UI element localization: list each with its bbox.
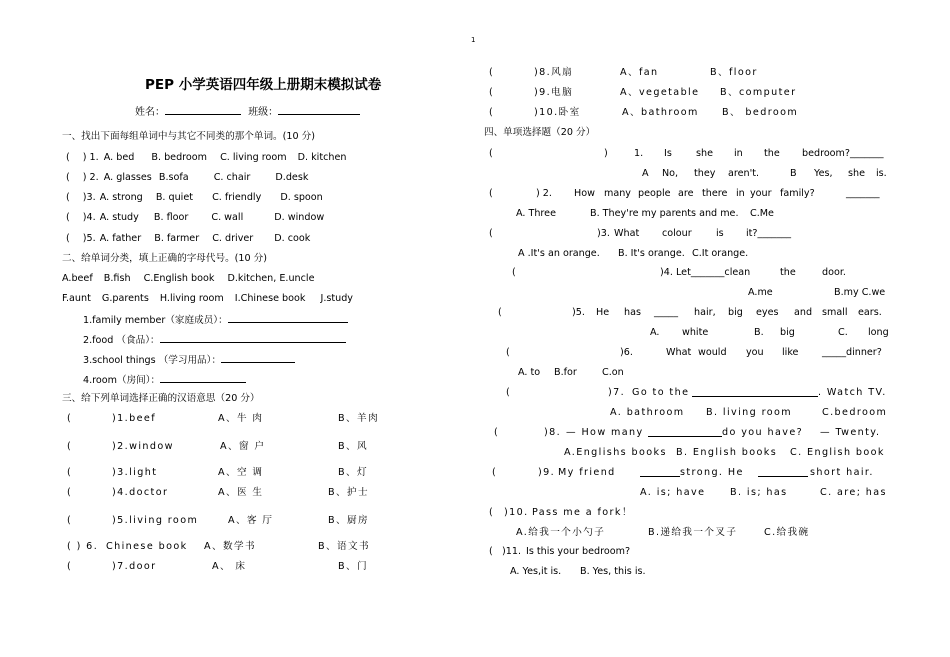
exam-title: PEP 小学英语四年级上册期末模拟试卷: [145, 77, 382, 93]
section-4-heading: 四、单项选择题（20 分）: [484, 127, 596, 138]
class-blank[interactable]: [278, 105, 360, 115]
name-label: 姓名：: [135, 107, 165, 118]
q9-blank-2[interactable]: [758, 467, 808, 477]
q9-blank-1[interactable]: [640, 467, 680, 477]
s1-item-5: ( )5. A. father B. farmer C. driver D. cook: [66, 233, 311, 244]
s2-category-1: 1.family member（家庭成员）：: [83, 313, 348, 327]
s2-category-2: 2.food （食品）：: [83, 333, 346, 347]
exam-page: 1 PEP 小学英语四年级上册期末模拟试卷 姓名： 班级： 一、找出下面每组单词中与其它不同类的那个单词。(10 分) ( ) 1. A. bed B. bedroom C. living room D. kitchen ( ) 2. A. glasses B.sofa C. chair D.desk ( )3. A. strong B. quiet C. friendly D. spoon ( )4. A. study B. floor C. wall D. window ( )5. A. father B. farmer C. driver D. cook 二、给单词分类，填上正确的字母代号。(10 分) A.beef B.fish C.English book D.kitchen, E.uncle F.aunt G.parents H.living room I.Chinese book J.study 1.family member（家庭成员）： 2.food （食品）： 3.school things （学习用品）： 4.room（房间）： 三、给下列单词选择正确的汉语意思（20 分） ( )1.beef A、牛 肉 B、羊肉 ( )2.window A、窗 户 B、风 ( )3.light A、空 调 B、灯 ( )4.doctor A、医 生 B、护士 ( )5.living room A、客 厅 B、厨房 ( ) 6. Chinese book A、数学书 B、语文书 ( )7.door A、 床 B、门 ( )8.风扇 A、fan B、floor ( )9.电脑 A、vegetable B、computer ( )10.卧室 A、bathroom B、 bedroom 四、单项选择题（20 分） ( ) 1. Is she in the bedroom?_______ A No, they aren't. B Yes, she is. ( ) 2. How many people are there in your family? _______ A. Three B. They're my parents and me. C.Me ( )3. What colour is it?_______ A .It's an orange. B. It's orange. C.It orange. ( )4. Let_______clean the door. A.me B.my C.we ( )5. He has _____ hair, big eyes and small ears. A. white B. big C. long ( )6. What would you like _____dinner? A. to B.for C.on ( )7. Go to the . Watch TV. A. bathroom B. living room C.bedroom ( )8. — How many do you have? — Twenty. A.Englishs books B. English books C. English book ( )9. My friend strong. He short hair. A. is; have B. is; has C. are; has ( )10. Pass me a fork！ A.给我一个小勺子 B.递给我一个叉子 C.给我碗 ( )11. Is this your bedroom? A. Yes,it is. B. Yes, this is.: [62, 36, 889, 577]
s1-item-4: ( )4. A. study B. floor C. wall D. window: [66, 212, 325, 223]
s1-item-2: ( ) 2. A. glasses B.sofa C. chair D.desk: [66, 172, 309, 183]
section-2-heading: 二、给单词分类，填上正确的字母代号。(10 分): [62, 253, 268, 264]
s2-category-4: 4.room（房间）：: [83, 373, 246, 387]
class-label: 班级：: [248, 107, 279, 118]
category-2-blank[interactable]: [160, 333, 346, 343]
category-3-blank[interactable]: [221, 353, 295, 363]
name-blank[interactable]: [165, 105, 241, 115]
page-number: 1: [471, 36, 476, 44]
q8-blank[interactable]: [648, 427, 722, 437]
s2-category-3: 3.school things （学习用品）：: [83, 353, 295, 367]
s1-item-1: ( ) 1. A. bed B. bedroom C. living room D. kitchen: [66, 152, 347, 163]
category-1-blank[interactable]: [228, 313, 348, 323]
s2-word-list-2: F.aunt G.parents H.living room I.Chinese book J.study: [62, 293, 353, 304]
section-1-heading: 一、找出下面每组单词中与其它不同类的那个单词。(10 分): [62, 131, 315, 142]
section-3-heading: 三、给下列单词选择正确的汉语意思（20 分）: [62, 393, 260, 404]
s2-word-list-1: A.beef B.fish C.English book D.kitchen, E.uncle: [62, 273, 315, 284]
category-4-blank[interactable]: [160, 373, 246, 383]
q7-blank[interactable]: [692, 387, 818, 397]
student-info-row: [135, 105, 360, 119]
s1-item-3: ( )3. A. strong B. quiet C. friendly D. spoon: [66, 192, 323, 203]
